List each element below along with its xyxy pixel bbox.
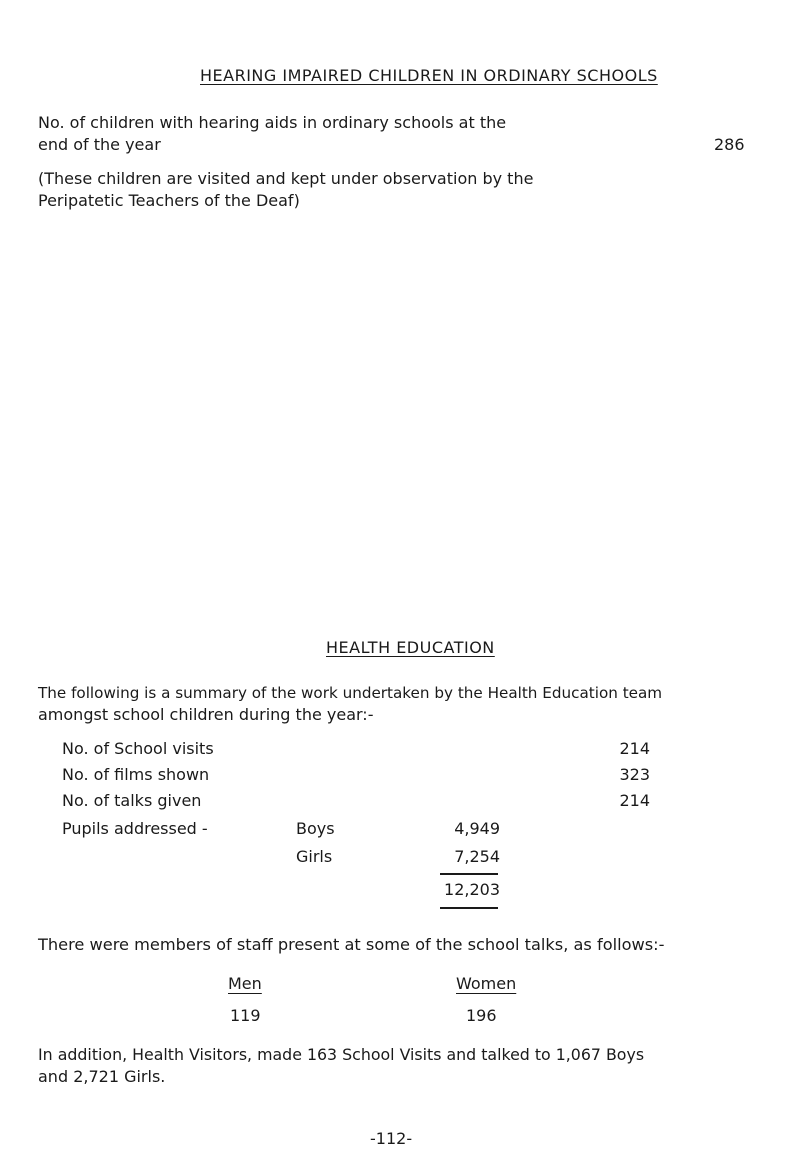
talks-given-value: 214: [619, 791, 650, 810]
pupils-addressed-label: Pupils addressed -: [62, 819, 208, 838]
girls-label: Girls: [296, 847, 333, 866]
boys-label: Boys: [296, 819, 335, 838]
staff-present-text: There were members of staff present at some of the school talks, as follows:-: [38, 935, 665, 954]
subtotal-rule: [440, 873, 498, 875]
girls-value: 7,254: [454, 847, 500, 866]
men-value: 119: [230, 1006, 261, 1025]
hearing-aids-count: 286: [714, 135, 745, 154]
section-title-hearing-impaired: HEARING IMPAIRED CHILDREN IN ORDINARY SCHOOLS: [200, 66, 658, 85]
school-visits-label: No. of School visits: [62, 739, 214, 758]
section-title-health-education: HEALTH EDUCATION: [326, 638, 495, 657]
boys-value: 4,949: [454, 819, 500, 838]
observation-note-line-1: (These children are visited and kept under observation by the: [38, 169, 534, 188]
observation-note-line-2: Peripatetic Teachers of the Deaf): [38, 191, 300, 210]
total-rule: [440, 907, 498, 909]
hearing-aids-text-line-2: end of the year: [38, 135, 161, 154]
hearing-aids-text-line-1: No. of children with hearing aids in ordinary schools at the: [38, 113, 507, 132]
talks-given-label: No. of talks given: [62, 791, 202, 810]
summary-intro-line-1: The following is a summary of the work undertaken by the Health Education team: [38, 684, 663, 702]
men-header: Men: [228, 974, 262, 993]
health-visitors-line-2: and 2,721 Girls.: [38, 1067, 166, 1086]
school-visits-value: 214: [619, 739, 650, 758]
women-header: Women: [456, 974, 517, 993]
women-value: 196: [466, 1006, 497, 1025]
pupils-total-value: 12,203: [444, 880, 500, 899]
page-number: -112-: [370, 1129, 413, 1148]
films-shown-label: No. of films shown: [62, 765, 210, 784]
summary-intro-line-2: amongst school children during the year:-: [38, 705, 374, 724]
films-shown-value: 323: [619, 765, 650, 784]
health-visitors-line-1: In addition, Health Visitors, made 163 School Visits and talked to 1,067 Boys: [38, 1045, 645, 1064]
